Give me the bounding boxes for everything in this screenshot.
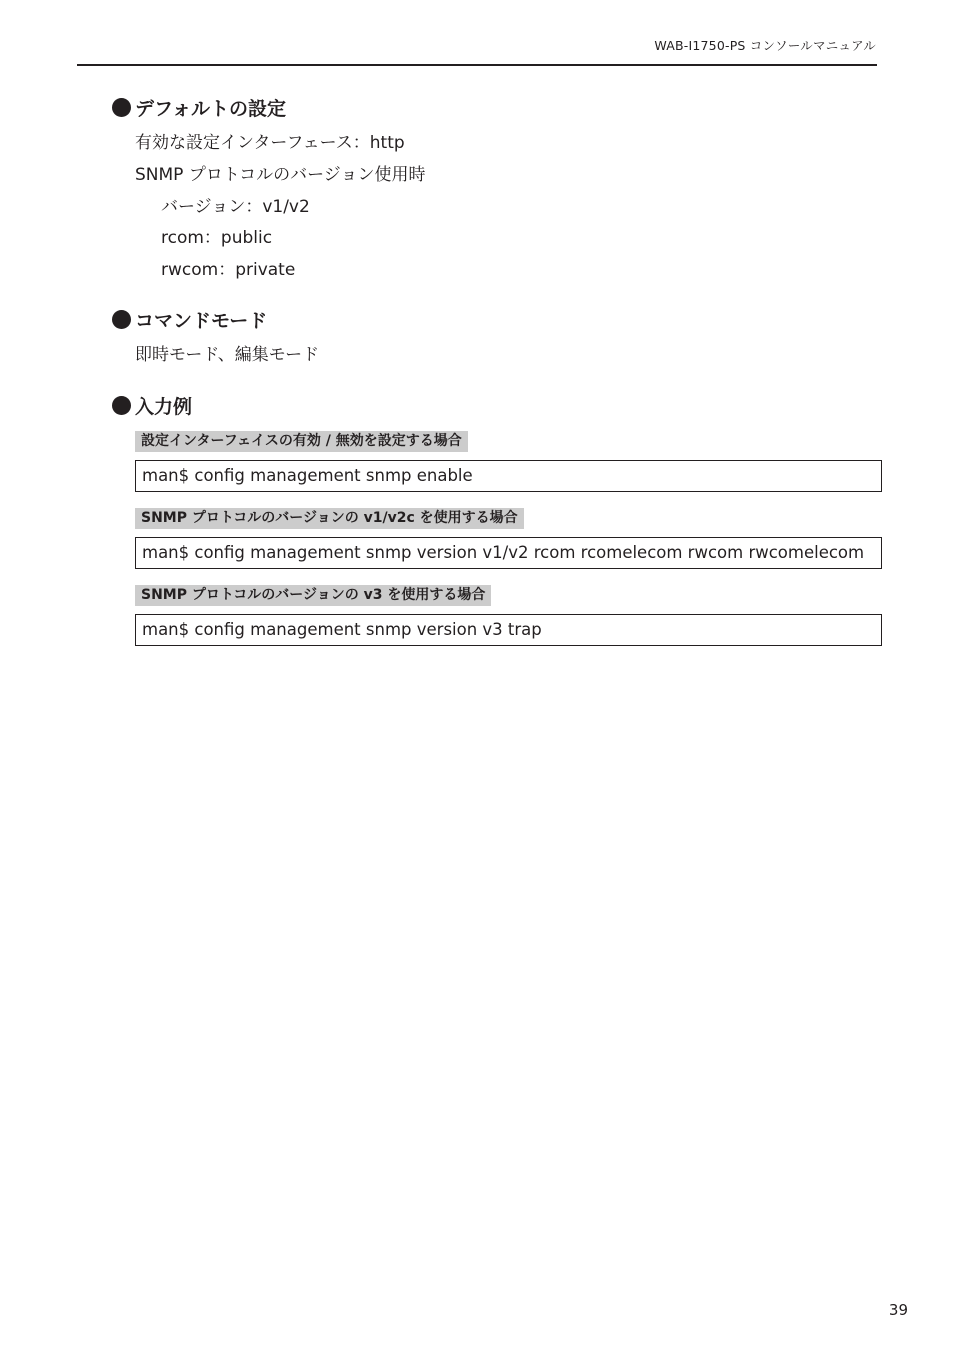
example-code-box: man$ config management snmp version v3 trap — [135, 614, 882, 646]
default-interface-line: 有効な設定インターフェース：http — [135, 133, 405, 153]
rcom-line: rcom：public — [161, 228, 273, 248]
page-number: 39 — [888, 1301, 908, 1319]
bullet-icon — [112, 396, 131, 415]
example-label: SNMP プロトコルのバージョンの v1/v2c を使用する場合 — [135, 508, 524, 529]
example-label: 設定インターフェイスの有効 / 無効を設定する場合 — [135, 431, 468, 452]
example-code-box: man$ config management snmp enable — [135, 460, 882, 492]
section-heading-command-mode — [112, 306, 267, 333]
header-title: WAB-I1750-PS コンソールマニュアル — [654, 38, 876, 53]
header-divider — [77, 64, 877, 66]
bullet-icon — [112, 98, 131, 117]
section-heading-text: デフォルトの設定 — [135, 98, 287, 120]
section-heading-text: コマンドモード — [135, 310, 268, 332]
command-mode-line: 即時モード、編集モード — [135, 345, 320, 365]
snmp-version-intro-line: SNMP プロトコルのバージョン使用時 — [135, 165, 426, 185]
snmp-version-line: バージョン：v1/v2 — [161, 197, 310, 217]
section-heading-default — [112, 94, 286, 121]
section-heading-text: 入力例 — [135, 396, 193, 418]
bullet-icon — [112, 310, 131, 329]
section-heading-examples — [112, 392, 192, 419]
example-code-box: man$ config management snmp version v1/v2 rcom rcomelecom rwcom rwcomelecom — [135, 537, 882, 569]
rwcom-line: rwcom：private — [161, 260, 296, 280]
example-label: SNMP プロトコルのバージョンの v3 を使用する場合 — [135, 585, 491, 606]
